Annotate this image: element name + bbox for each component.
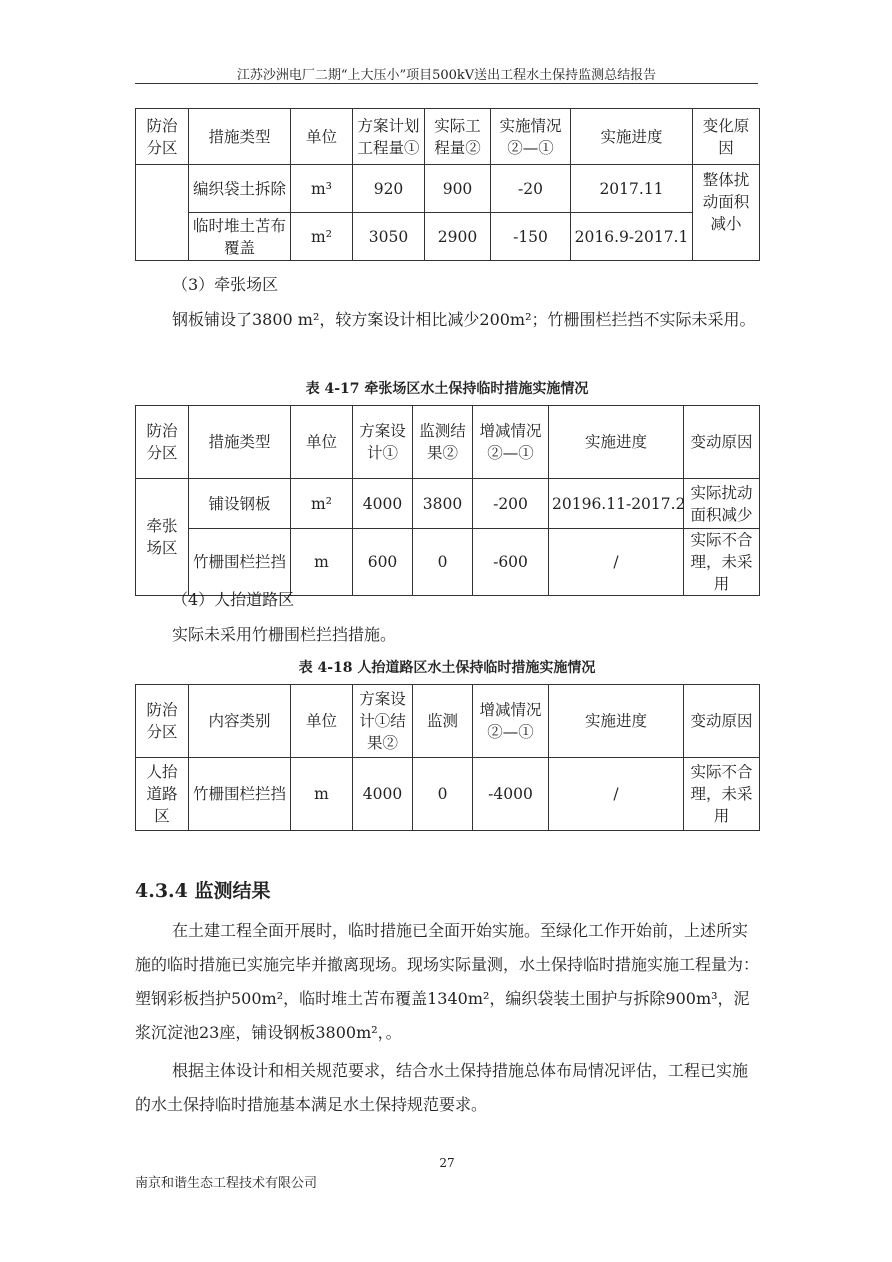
header-cell: 单位 bbox=[291, 685, 353, 758]
table-continuation bbox=[135, 108, 760, 261]
header-cell: 方案设计① bbox=[353, 406, 413, 479]
table-cell: 4000 bbox=[353, 479, 413, 529]
table-row bbox=[136, 165, 760, 213]
header-cell: 监测结果② bbox=[413, 406, 473, 479]
header-cell: 监测 bbox=[413, 685, 473, 758]
table-cell: 临时堆土苫布覆盖 bbox=[189, 213, 291, 261]
header-cell: 实施进度 bbox=[571, 109, 693, 165]
header-divider bbox=[135, 83, 758, 84]
table-cell: -20 bbox=[491, 165, 571, 213]
table-row bbox=[136, 529, 760, 596]
table-cell: 0 bbox=[413, 529, 473, 596]
header-cell: 措施类型 bbox=[189, 406, 291, 479]
zone-cell: 人抬道路区 bbox=[136, 758, 189, 831]
table-cell: 实际不合理，未采用 bbox=[684, 529, 760, 596]
table-4-18 bbox=[135, 684, 760, 831]
table-header-row bbox=[136, 685, 760, 758]
table-cell: 920 bbox=[353, 165, 425, 213]
header-cell: 防治分区 bbox=[136, 109, 189, 165]
header-cell: 实际工程量② bbox=[425, 109, 491, 165]
table-cell: 900 bbox=[425, 165, 491, 213]
table-row bbox=[136, 479, 760, 529]
table-cell: 铺设钢板 bbox=[189, 479, 291, 529]
zone-cell: 牵张场区 bbox=[136, 479, 189, 596]
header-cell: 单位 bbox=[291, 109, 353, 165]
subsection-heading: （4）人抬道路区 bbox=[172, 590, 295, 609]
table-row bbox=[136, 213, 760, 261]
header-cell: 变化原因 bbox=[693, 109, 760, 165]
paragraph: 在土建工程全面开展时，临时措施已全面开始实施。至绿化工作开始前，上述所实施的临时措施已实施完毕并撤离现场。现场实际量测，水土保持临时措施实施工程量为：塑钢彩板挡护500m²，临时堆土苫布覆盖1340m²，编织袋装土围护与拆除900m³，泥浆沉淀池23座，铺设钢板3800m²，。 bbox=[135, 921, 760, 1042]
header-cell: 增减情况②—① bbox=[473, 685, 549, 758]
table-cell: 竹栅围栏拦挡 bbox=[189, 529, 291, 596]
zone-cell bbox=[136, 165, 189, 261]
paragraph: 钢板铺设了3800 m²，较方案设计相比减少200m²；竹栅围栏拦挡不实际未采用。 bbox=[172, 310, 756, 329]
table-cell: m bbox=[291, 758, 353, 831]
table-cell: 2900 bbox=[425, 213, 491, 261]
header-cell: 变动原因 bbox=[684, 406, 760, 479]
table-cell: / bbox=[549, 758, 684, 831]
section-heading: 4.3.4 监测结果 bbox=[135, 880, 271, 902]
header-cell: 内容类别 bbox=[189, 685, 291, 758]
footer-company: 南京和谐生态工程技术有限公司 bbox=[135, 1176, 318, 1191]
table-cell: -600 bbox=[473, 529, 549, 596]
header-cell: 实施进度 bbox=[549, 685, 684, 758]
header-cell: 方案计划工程量① bbox=[353, 109, 425, 165]
table-cell: 竹栅围栏拦挡 bbox=[189, 758, 291, 831]
table-cell: 3050 bbox=[353, 213, 425, 261]
table-cell: m² bbox=[291, 213, 353, 261]
table-cell: m³ bbox=[291, 165, 353, 213]
header-cell: 防治分区 bbox=[136, 406, 189, 479]
page-header-title: 江苏沙洲电厂二期“上大压小”项目500kV送出工程水土保持监测总结报告 bbox=[236, 68, 657, 83]
header-cell: 措施类型 bbox=[189, 109, 291, 165]
page-number: 27 bbox=[439, 1156, 455, 1170]
table-cell: 编织袋土拆除 bbox=[189, 165, 291, 213]
table-cell: -200 bbox=[473, 479, 549, 529]
table-header-row bbox=[136, 406, 760, 479]
table-cell: 实际不合理，未采用 bbox=[684, 758, 760, 831]
paragraph: 根据主体设计和相关规范要求，结合水土保持措施总体布局情况评估，工程已实施的水土保持临时措施基本满足水土保持规范要求。 bbox=[135, 1061, 749, 1114]
table-cell: m² bbox=[291, 479, 353, 529]
paragraph: 实际未采用竹栅围栏拦挡措施。 bbox=[172, 625, 397, 644]
table-4-17 bbox=[135, 405, 760, 596]
table-cell: 2016.9-2017.1 bbox=[571, 213, 693, 261]
reason-cell: 整体扰动面积减小 bbox=[693, 165, 760, 261]
header-cell: 单位 bbox=[291, 406, 353, 479]
table-cell: 600 bbox=[353, 529, 413, 596]
header-cell: 变动原因 bbox=[684, 685, 760, 758]
header-cell: 防治分区 bbox=[136, 685, 189, 758]
table-cell: 20196.11-2017.2 bbox=[549, 479, 684, 529]
table-cell: 4000 bbox=[353, 758, 413, 831]
table-cell: -150 bbox=[491, 213, 571, 261]
table-cell: 实际扰动面积减少 bbox=[684, 479, 760, 529]
table-row bbox=[136, 758, 760, 831]
table-cell: 0 bbox=[413, 758, 473, 831]
table-cell: / bbox=[549, 529, 684, 596]
table-cell: 2017.11 bbox=[571, 165, 693, 213]
table-caption: 表 4-17 牵张场区水土保持临时措施实施情况 bbox=[305, 381, 589, 397]
table-header-row bbox=[136, 109, 760, 165]
header-cell: 增减情况②—① bbox=[473, 406, 549, 479]
subsection-heading: （3）牵张场区 bbox=[172, 275, 279, 294]
header-cell: 实施情况②—① bbox=[491, 109, 571, 165]
table-cell: 3800 bbox=[413, 479, 473, 529]
table-cell: m bbox=[291, 529, 353, 596]
header-cell: 方案设计①结果② bbox=[353, 685, 413, 758]
table-caption: 表 4-18 人抬道路区水土保持临时措施实施情况 bbox=[298, 660, 596, 676]
table-cell: -4000 bbox=[473, 758, 549, 831]
header-cell: 实施进度 bbox=[549, 406, 684, 479]
